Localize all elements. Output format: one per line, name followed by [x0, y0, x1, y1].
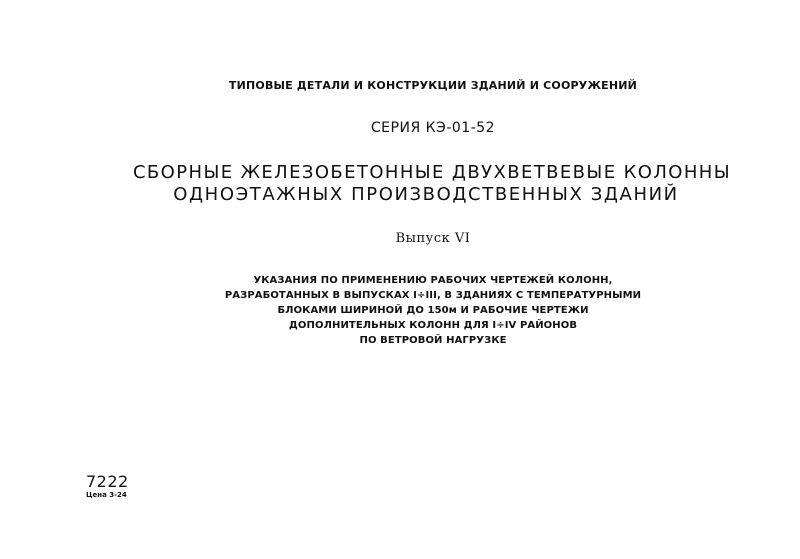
- description-block: [33, 273, 800, 348]
- series-title: СЕРИЯ КЭ-01-52: [370, 120, 496, 136]
- main-title-line-1: СБОРНЫЕ ЖЕЛЕЗОБЕТОННЫЕ ДВУХВЕТВЕВЫЕ КОЛОННЫ: [132, 162, 732, 183]
- description-line: БЛОКАМИ ШИРИНОЙ ДО 150м И РАБОЧИЕ ЧЕРТЕЖИ: [277, 305, 589, 316]
- document-header: ТИПОВЫЕ ДЕТАЛИ И КОНСТРУКЦИИ ЗДАНИЙ И СООРУЖЕНИЙ: [228, 79, 638, 92]
- description-line: РАЗРАБОТАННЫХ В ВЫПУСКАХ I÷III, В ЗДАНИЯХ С ТЕМПЕРАТУРНЫМИ: [224, 290, 642, 301]
- description-line: УКАЗАНИЯ ПО ПРИМЕНЕНИЮ РАБОЧИХ ЧЕРТЕЖЕЙ КОЛОНН,: [253, 275, 613, 286]
- document-code: 7222: [86, 472, 129, 491]
- description-line: ДОПОЛНИТЕЛЬНЫХ КОЛОНН ДЛЯ I÷IV РАЙОНОВ: [288, 320, 578, 331]
- main-title-line-2: ОДНОЭТАЖНЫХ ПРОИЗВОДСТВЕННЫХ ЗДАНИЙ: [173, 184, 679, 205]
- price-label: Цена 3-24: [86, 491, 127, 499]
- description-line: ПО ВЕТРОВОЙ НАГРУЗКЕ: [359, 335, 507, 346]
- issue-number: Выпуск VI: [395, 231, 471, 246]
